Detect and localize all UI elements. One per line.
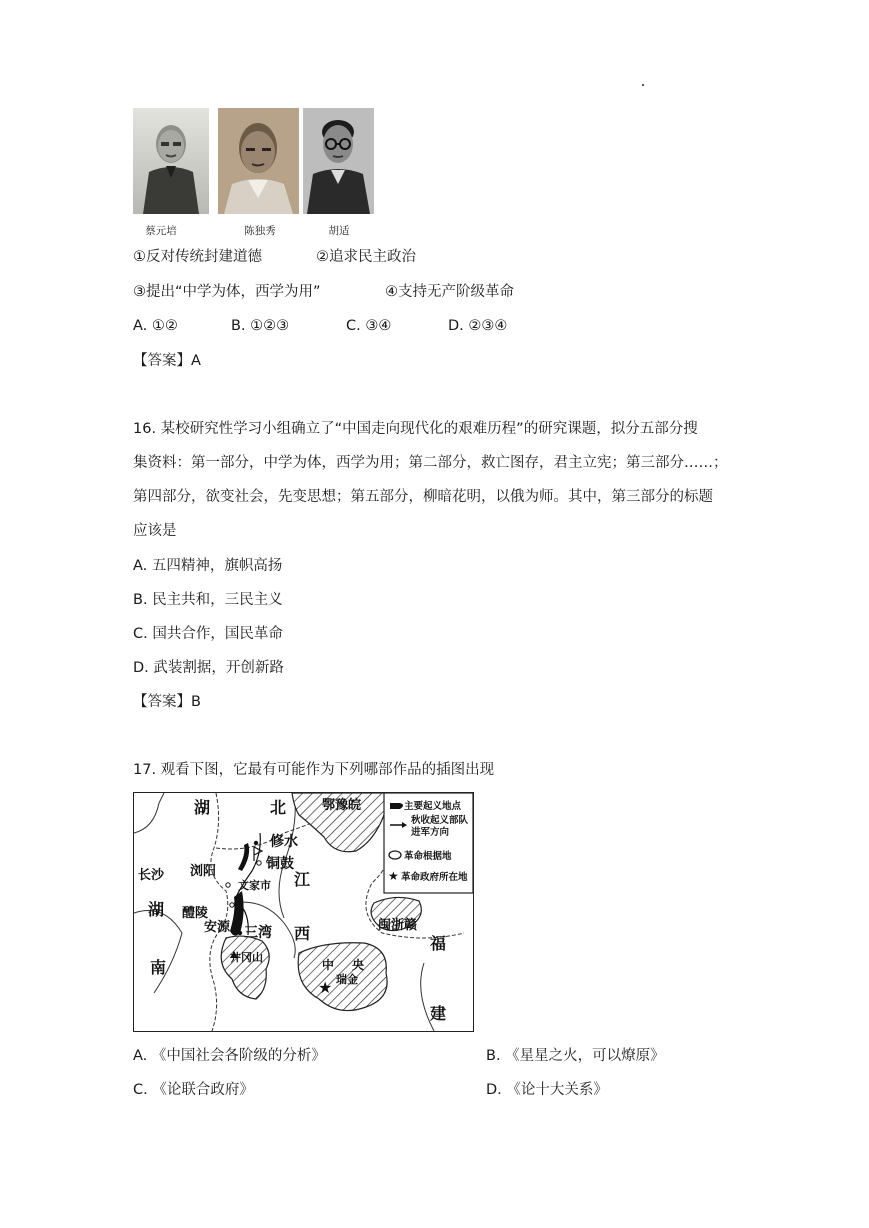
legend-route-2: 进军方向 bbox=[411, 827, 450, 838]
march-arrow bbox=[238, 843, 249, 871]
uprising-point bbox=[257, 861, 261, 865]
q16-stem-line-1: 16. 某校研究性学习小组确立了“中国走向现代化的艰难历程”的研究课题，拟分五部分搜 bbox=[133, 421, 698, 437]
label-bei: 北 bbox=[270, 798, 287, 817]
q16-stem-line-3: 第四部分，欲变社会，先变思想；第五部分，柳暗花明，以俄为师。其中，第三部分的标题 bbox=[133, 489, 713, 505]
q17-map bbox=[133, 792, 474, 1032]
q15-answer: 【答案】A bbox=[133, 353, 201, 369]
border-line bbox=[210, 793, 228, 1031]
portrait-hu-shi bbox=[303, 108, 374, 214]
q16-stem-line-4: 应该是 bbox=[133, 523, 177, 539]
label-wenjiashi: 文家市 bbox=[238, 879, 271, 892]
portrait-chen-duxiu bbox=[218, 108, 299, 214]
label-jian: 建 bbox=[430, 1004, 447, 1023]
q17-stem: 17. 观看下图，它最有可能作为下列哪部作品的插图出现 bbox=[133, 762, 495, 778]
uprising-point bbox=[226, 883, 230, 887]
label-liling: 醴陵 bbox=[182, 906, 209, 921]
q15-choice-a: A. ①② bbox=[133, 318, 178, 334]
q15-choice-b: B. ①②③ bbox=[231, 318, 290, 334]
label-xiushui: 修水 bbox=[270, 834, 298, 850]
q16-choice-a: A. 五四精神，旗帜高扬 bbox=[133, 558, 283, 574]
label-tonggu: 铜鼓 bbox=[266, 856, 294, 872]
q15-option-2: ②追求民主政治 bbox=[316, 249, 416, 265]
label-jinggangshan: 井冈山 bbox=[230, 951, 263, 964]
legend-base: 革命根据地 bbox=[404, 851, 452, 862]
label-anyuan: 安源 bbox=[204, 920, 231, 935]
page-dot bbox=[642, 84, 644, 86]
caption-cai-yuanpei: 蔡元培 bbox=[145, 225, 177, 237]
q15-choice-c: C. ③④ bbox=[346, 318, 392, 334]
label-sanwan: 三湾 bbox=[244, 925, 272, 941]
q16-choice-b: B. 民主共和，三民主义 bbox=[133, 592, 283, 608]
label-nan: 南 bbox=[150, 958, 167, 977]
border-line bbox=[134, 911, 182, 994]
q17-choice-b: B. 《星星之火，可以燎原》 bbox=[486, 1048, 665, 1064]
legend-route-1: 秋收起义部队 bbox=[411, 815, 469, 826]
uprising-point bbox=[238, 931, 242, 935]
label-jiang: 江 bbox=[294, 870, 311, 889]
uprising-point bbox=[254, 841, 258, 845]
label-fu: 福 bbox=[430, 934, 447, 953]
uprising-flag bbox=[254, 847, 262, 861]
label-exiwan: 鄂豫皖 bbox=[322, 798, 362, 813]
legend-govt-symbol: ★ bbox=[388, 869, 399, 883]
legend-govt: 革命政府所在地 bbox=[401, 872, 468, 883]
q16-choice-d: D. 武装割据，开创新路 bbox=[133, 660, 284, 676]
q16-stem-line-2: 集资料：第一部分，中学为体，西学为用；第二部分，救亡图存，君主立宪；第三部分……； bbox=[133, 455, 728, 471]
label-zhong: 中 bbox=[322, 958, 335, 972]
portrait-cai-yuanpei bbox=[133, 108, 209, 214]
label-yang: 央 bbox=[352, 958, 365, 972]
q15-choice-d: D. ②③④ bbox=[448, 318, 508, 334]
label-liuyang: 浏阳 bbox=[190, 864, 217, 879]
label-hu-2: 湖 bbox=[148, 900, 165, 919]
legend-uprising: 主要起义地点 bbox=[404, 801, 462, 812]
label-xi: 西 bbox=[294, 924, 311, 943]
march-arrow bbox=[230, 891, 244, 936]
label-changsha: 长沙 bbox=[138, 868, 165, 883]
caption-hu-shi: 胡适 bbox=[328, 225, 350, 237]
q17-choice-c: C. 《论联合政府》 bbox=[133, 1082, 254, 1098]
caption-chen-duxiu: 陈独秀 bbox=[244, 225, 276, 237]
border-line bbox=[134, 793, 164, 833]
q15-option-1: ①反对传统封建道德 bbox=[133, 249, 262, 265]
q15-option-4: ④支持无产阶级革命 bbox=[385, 284, 514, 300]
ruijin-star: ★ bbox=[318, 978, 333, 997]
label-hu-1: 湖 bbox=[194, 798, 211, 817]
q16-choice-c: C. 国共合作，国民革命 bbox=[133, 626, 283, 642]
label-minzhegan: 闽浙赣 bbox=[378, 918, 418, 933]
base-area-jinggangshan bbox=[221, 936, 269, 999]
q17-choice-a: A. 《中国社会各阶级的分析》 bbox=[133, 1048, 326, 1064]
label-ruijin: 瑞金 bbox=[336, 973, 358, 986]
uprising-point bbox=[230, 903, 234, 907]
q17-choice-d: D. 《论十大关系》 bbox=[486, 1082, 608, 1098]
q16-answer: 【答案】B bbox=[133, 694, 201, 710]
q15-option-3: ③提出“中学为体，西学为用” bbox=[133, 284, 321, 300]
legend-uprising-symbol bbox=[390, 803, 403, 809]
